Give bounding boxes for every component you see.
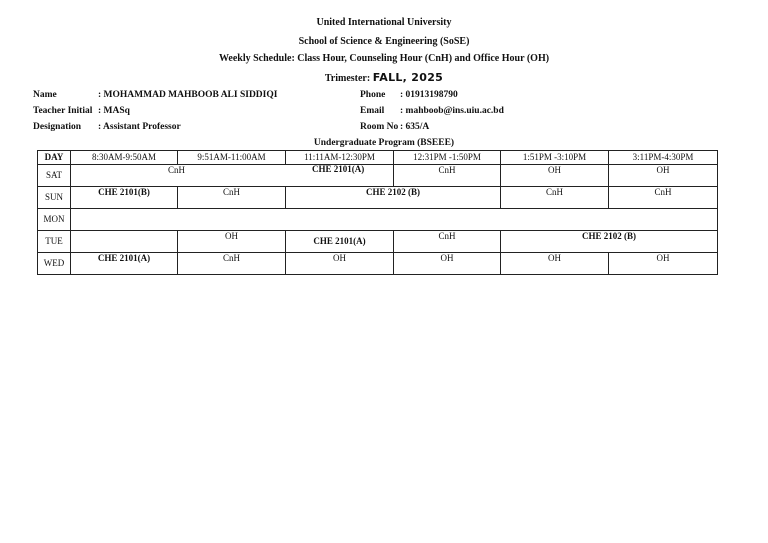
schedule-cell: CnH <box>71 165 394 187</box>
schedule-cell: CnH <box>609 187 718 209</box>
schedule-cell: CnH <box>178 187 286 209</box>
schedule-cell: OH <box>609 253 718 275</box>
header-slot-3: 11:11AM-12:30PM <box>286 151 394 165</box>
trimester-value: FALL, 2025 <box>372 71 444 84</box>
schedule-title: Weekly Schedule: Class Hour, Counseling Hour (CnH) and Office Hour (OH) <box>218 53 550 64</box>
schedule-cell: CnH <box>501 187 609 209</box>
room-value: : 635/A <box>400 122 430 132</box>
schedule-cell: OH <box>501 165 609 187</box>
teacher-initial-label: Teacher Initial <box>33 106 93 116</box>
designation-value: : Assistant Professor <box>98 122 181 132</box>
day-cell: TUE <box>38 231 71 253</box>
table-row <box>38 187 718 209</box>
schedule-cell <box>71 209 718 231</box>
schedule-cell: CnH <box>394 231 501 253</box>
name-label: Name <box>33 90 57 100</box>
header-slot-6: 3:11PM-4:30PM <box>609 151 718 165</box>
room-label: Room No <box>360 122 399 132</box>
day-cell: SUN <box>38 187 71 209</box>
schedule-cell: CnH <box>394 165 501 187</box>
schedule-cell: CHE 2101(B) <box>71 187 178 209</box>
trimester-line <box>0 71 768 84</box>
program-title: Undergraduate Program (BSEEE) <box>313 138 455 148</box>
schedule-cell: OH <box>501 253 609 275</box>
header-slot-4: 12:31PM -1:50PM <box>394 151 501 165</box>
schedule-cell: OH <box>609 165 718 187</box>
email-label: Email <box>360 106 385 116</box>
table-row <box>38 209 718 231</box>
sat-class-label: CHE 2101(A) <box>312 164 365 174</box>
schedule-cell: CnH <box>178 253 286 275</box>
day-cell: MON <box>38 209 71 231</box>
schedule-cell: OH <box>394 253 501 275</box>
table-row <box>38 165 718 187</box>
schedule-cell <box>71 231 178 253</box>
schedule-cell: CHE 2101(A) <box>286 231 394 253</box>
name-value: : MOHAMMAD MAHBOOB ALI SIDDIQI <box>98 90 278 100</box>
school-name: School of Science & Engineering (SoSE) <box>298 36 470 47</box>
designation-label: Designation <box>33 122 82 132</box>
email-value: : mahboob@ins.uiu.ac.bd <box>400 106 504 116</box>
university-name: United International University <box>316 17 452 28</box>
header-slot-2: 9:51AM-11:00AM <box>178 151 286 165</box>
table-row <box>38 253 718 275</box>
header-day: DAY <box>38 151 71 165</box>
schedule-cell: OH <box>178 231 286 253</box>
schedule-cell: OH <box>286 253 394 275</box>
header-slot-1: 8:30AM-9:50AM <box>71 151 178 165</box>
day-cell: SAT <box>38 165 71 187</box>
table-header-row <box>38 151 718 165</box>
trimester-label: Trimester: <box>324 73 371 84</box>
day-cell: WED <box>38 253 71 275</box>
table-row <box>38 231 718 253</box>
phone-value: : 01913198790 <box>400 90 458 100</box>
phone-label: Phone <box>360 90 386 100</box>
schedule-cell: CHE 2101(A) <box>71 253 178 275</box>
schedule-table <box>37 150 718 275</box>
schedule-cell: CHE 2102 (B) <box>501 231 718 253</box>
teacher-initial-value: : MASq <box>98 106 130 116</box>
schedule-cell: CHE 2102 (B) <box>286 187 501 209</box>
header-slot-5: 1:51PM -3:10PM <box>501 151 609 165</box>
